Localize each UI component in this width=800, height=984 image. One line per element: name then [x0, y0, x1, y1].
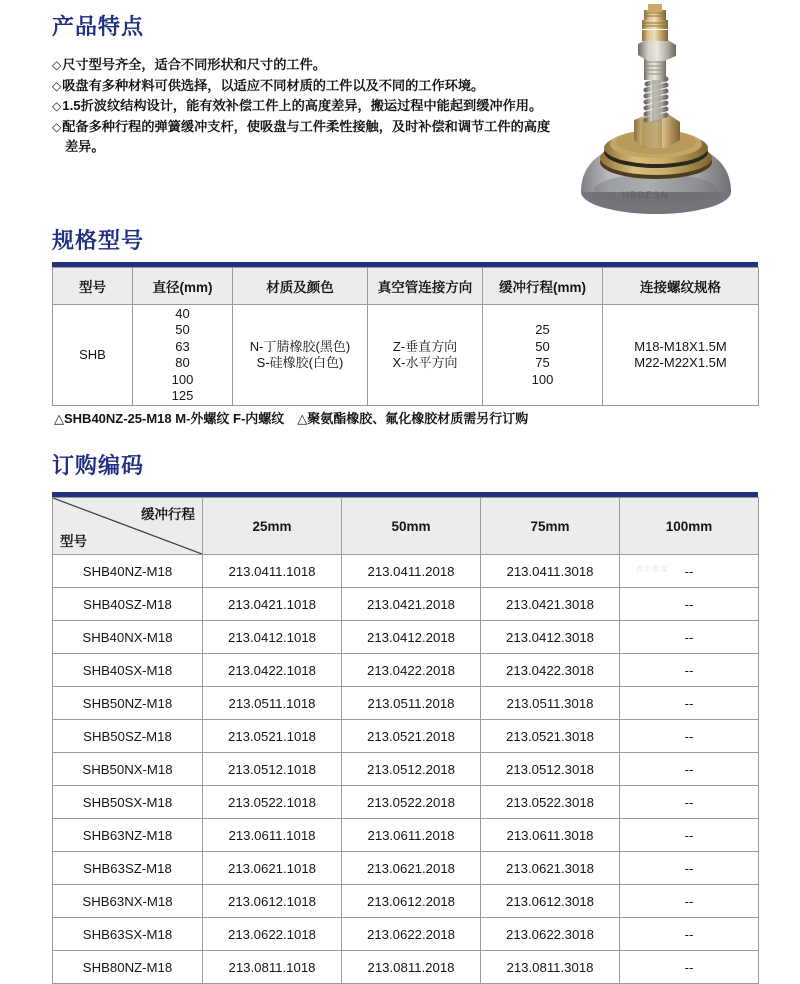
feature-text: 1.5折波纹结构设计，能有效补偿工件上的高度差异，搬运过程中能起到缓冲作用。 — [62, 98, 543, 113]
order-code-25: 213.0422.1018 — [203, 654, 342, 687]
order-code-75: 213.0621.3018 — [481, 852, 620, 885]
diamond-bullet-icon: ◇ — [52, 99, 62, 113]
table-row — [53, 555, 759, 588]
order-code-75: 213.0611.3018 — [481, 819, 620, 852]
table-row — [53, 819, 759, 852]
diamond-bullet-icon: ◇ — [52, 78, 62, 93]
order-model: SHB50NZ-M18 — [53, 687, 203, 720]
order-code-100: -- — [620, 819, 759, 852]
order-code-25: 213.0612.1018 — [203, 885, 342, 918]
material-value: N-丁腈橡胶(黑色) — [249, 338, 351, 354]
thread-value: M18-M18X1.5M — [634, 338, 727, 354]
order-code-25: 213.0622.1018 — [203, 918, 342, 951]
order-code-25: 213.0811.1018 — [203, 951, 342, 984]
order-model: SHB40SZ-M18 — [53, 588, 203, 621]
features-list — [52, 55, 552, 157]
order-code-100: -- — [620, 786, 759, 819]
diameter-value: 63 — [175, 338, 190, 354]
order-code-100-value: -- — [684, 563, 694, 579]
order-code-25: 213.0412.1018 — [203, 621, 342, 654]
order-code-100: -- — [620, 951, 759, 984]
order-code-75: 213.0411.3018 — [481, 555, 620, 588]
feature-item — [52, 117, 552, 157]
order-model: SHB63NZ-M18 — [53, 819, 203, 852]
suction-cup-illustration — [556, 2, 788, 217]
product-photo — [556, 2, 788, 217]
order-code-25: 213.0611.1018 — [203, 819, 342, 852]
stroke-value: 75 — [535, 355, 550, 370]
diameter-value: 80 — [175, 355, 190, 370]
order-code-100: -- — [620, 852, 759, 885]
order-code-75: 213.0512.3018 — [481, 753, 620, 786]
order-col-75mm: 75mm — [481, 498, 620, 555]
feature-text: 配备多种行程的弹簧缓冲支杆，使吸盘与工件柔性接触，及时补偿和调节工件的高度差异。 — [62, 118, 551, 154]
order-code-75: 213.0521.3018 — [481, 720, 620, 753]
order-corner-stroke-label: 缓冲行程 — [141, 507, 195, 522]
specs-col-direction: 真空管连接方向 — [368, 268, 483, 305]
specs-value-materials — [233, 305, 368, 406]
order-model: SHB40NZ-M18 — [53, 555, 203, 588]
order-code-75: 213.0612.3018 — [481, 885, 620, 918]
table-row — [53, 852, 759, 885]
order-code-50: 213.0511.2018 — [342, 687, 481, 720]
order-header-row — [53, 498, 759, 555]
order-code-100: -- — [620, 918, 759, 951]
specs-table — [52, 267, 759, 406]
feature-item — [52, 96, 552, 117]
table-row — [53, 786, 759, 819]
thread-value: M22-M22X1.5M — [634, 355, 727, 370]
order-code-100: -- — [620, 621, 759, 654]
order-code-50: 213.0412.2018 — [342, 621, 481, 654]
specs-col-model: 型号 — [53, 268, 133, 305]
order-code-100: -- — [620, 753, 759, 786]
table-row — [53, 951, 759, 984]
order-code-50: 213.0621.2018 — [342, 852, 481, 885]
order-table-body — [53, 555, 759, 984]
order-model: SHB40NX-M18 — [53, 621, 203, 654]
table-row — [53, 753, 759, 786]
order-code-50: 213.0521.2018 — [342, 720, 481, 753]
order-code-50: 213.0611.2018 — [342, 819, 481, 852]
order-code-25: 213.0522.1018 — [203, 786, 342, 819]
brand-emboss: HRDESN — [622, 190, 670, 200]
diameter-value: 100 — [171, 371, 194, 387]
table-row — [53, 720, 759, 753]
specs-table-wrap — [52, 262, 758, 406]
order-code-75: 213.0622.3018 — [481, 918, 620, 951]
stroke-value: 25 — [535, 322, 550, 337]
order-code-100: -- — [620, 588, 759, 621]
specs-col-diameter: 直径(mm) — [133, 268, 233, 305]
order-model: SHB50SZ-M18 — [53, 720, 203, 753]
order-code-25: 213.0511.1018 — [203, 687, 342, 720]
diamond-bullet-icon: ◇ — [52, 119, 62, 134]
watermark-text: 真空吸盘 — [636, 566, 668, 573]
diameter-value: 50 — [175, 322, 190, 337]
table-row — [53, 621, 759, 654]
order-code-100: -- — [620, 720, 759, 753]
feature-item — [52, 76, 552, 97]
order-code-75: 213.0422.3018 — [481, 654, 620, 687]
order-code-100: -- — [620, 885, 759, 918]
material-value: S-硅橡胶(白色) — [256, 355, 344, 370]
table-row — [53, 885, 759, 918]
order-code-75: 213.0522.3018 — [481, 786, 620, 819]
order-col-25mm: 25mm — [203, 498, 342, 555]
order-model: SHB63SZ-M18 — [53, 852, 203, 885]
order-code-50: 213.0512.2018 — [342, 753, 481, 786]
table-row — [53, 918, 759, 951]
feature-text: 尺寸型号齐全，适合不同形状和尺寸的工件。 — [62, 57, 326, 72]
order-code-25: 213.0512.1018 — [203, 753, 342, 786]
specs-header-row — [53, 268, 759, 305]
order-table-wrap — [52, 492, 758, 984]
order-corner-cell — [53, 498, 203, 555]
order-model: SHB80NZ-M18 — [53, 951, 203, 984]
order-code-75: 213.0811.3018 — [481, 951, 620, 984]
order-code-25: 213.0411.1018 — [203, 555, 342, 588]
table-row — [53, 588, 759, 621]
order-code-50: 213.0622.2018 — [342, 918, 481, 951]
order-model: SHB50SX-M18 — [53, 786, 203, 819]
order-heading: 订购编码 — [52, 453, 145, 478]
order-code-100: -- — [620, 687, 759, 720]
order-model: SHB63NX-M18 — [53, 885, 203, 918]
order-code-25: 213.0521.1018 — [203, 720, 342, 753]
order-model: SHB63SX-M18 — [53, 918, 203, 951]
table-row — [53, 654, 759, 687]
specs-col-stroke: 缓冲行程(mm) — [483, 268, 603, 305]
order-code-25: 213.0621.1018 — [203, 852, 342, 885]
specs-note: △SHB40NZ-25-M18 M-外螺纹 F-内螺纹 △聚氨酯橡胶、氟化橡胶材质需另行订购 — [54, 411, 529, 426]
order-model: SHB40SX-M18 — [53, 654, 203, 687]
specs-value-model: SHB — [53, 305, 133, 406]
feature-text: 吸盘有多种材料可供选择，以适应不同材质的工件以及不同的工作环境。 — [62, 77, 485, 93]
specs-col-thread: 连接螺纹规格 — [603, 268, 759, 305]
order-table — [52, 497, 759, 984]
stroke-value: 100 — [531, 371, 554, 387]
feature-item — [52, 55, 552, 76]
direction-value: X-水平方向 — [392, 355, 458, 370]
direction-value: Z-垂直方向 — [392, 338, 458, 354]
order-code-50: 213.0421.2018 — [342, 588, 481, 621]
order-col-50mm: 50mm — [342, 498, 481, 555]
specs-data-row — [53, 305, 759, 406]
order-model: SHB50NX-M18 — [53, 753, 203, 786]
order-code-75: 213.0511.3018 — [481, 687, 620, 720]
order-code-100: -- — [620, 654, 759, 687]
order-code-50: 213.0612.2018 — [342, 885, 481, 918]
specs-heading: 规格型号 — [52, 228, 145, 253]
order-code-100 — [620, 555, 759, 588]
specs-value-strokes — [483, 305, 603, 406]
diameter-value: 40 — [175, 305, 190, 321]
order-code-50: 213.0422.2018 — [342, 654, 481, 687]
specs-value-directions — [368, 305, 483, 406]
specs-col-material: 材质及颜色 — [233, 268, 368, 305]
specs-value-threads — [603, 305, 759, 406]
order-code-50: 213.0411.2018 — [342, 555, 481, 588]
order-col-100mm: 100mm — [620, 498, 759, 555]
order-code-75: 213.0421.3018 — [481, 588, 620, 621]
stroke-value: 50 — [535, 338, 550, 354]
diameter-value: 125 — [171, 388, 194, 403]
order-code-75: 213.0412.3018 — [481, 621, 620, 654]
order-code-50: 213.0522.2018 — [342, 786, 481, 819]
order-corner-model-label: 型号 — [60, 534, 87, 549]
order-code-25: 213.0421.1018 — [203, 588, 342, 621]
table-row — [53, 687, 759, 720]
order-code-50: 213.0811.2018 — [342, 951, 481, 984]
specs-value-diameters — [133, 305, 233, 406]
diamond-bullet-icon: ◇ — [52, 58, 62, 72]
features-heading: 产品特点 — [52, 14, 145, 39]
